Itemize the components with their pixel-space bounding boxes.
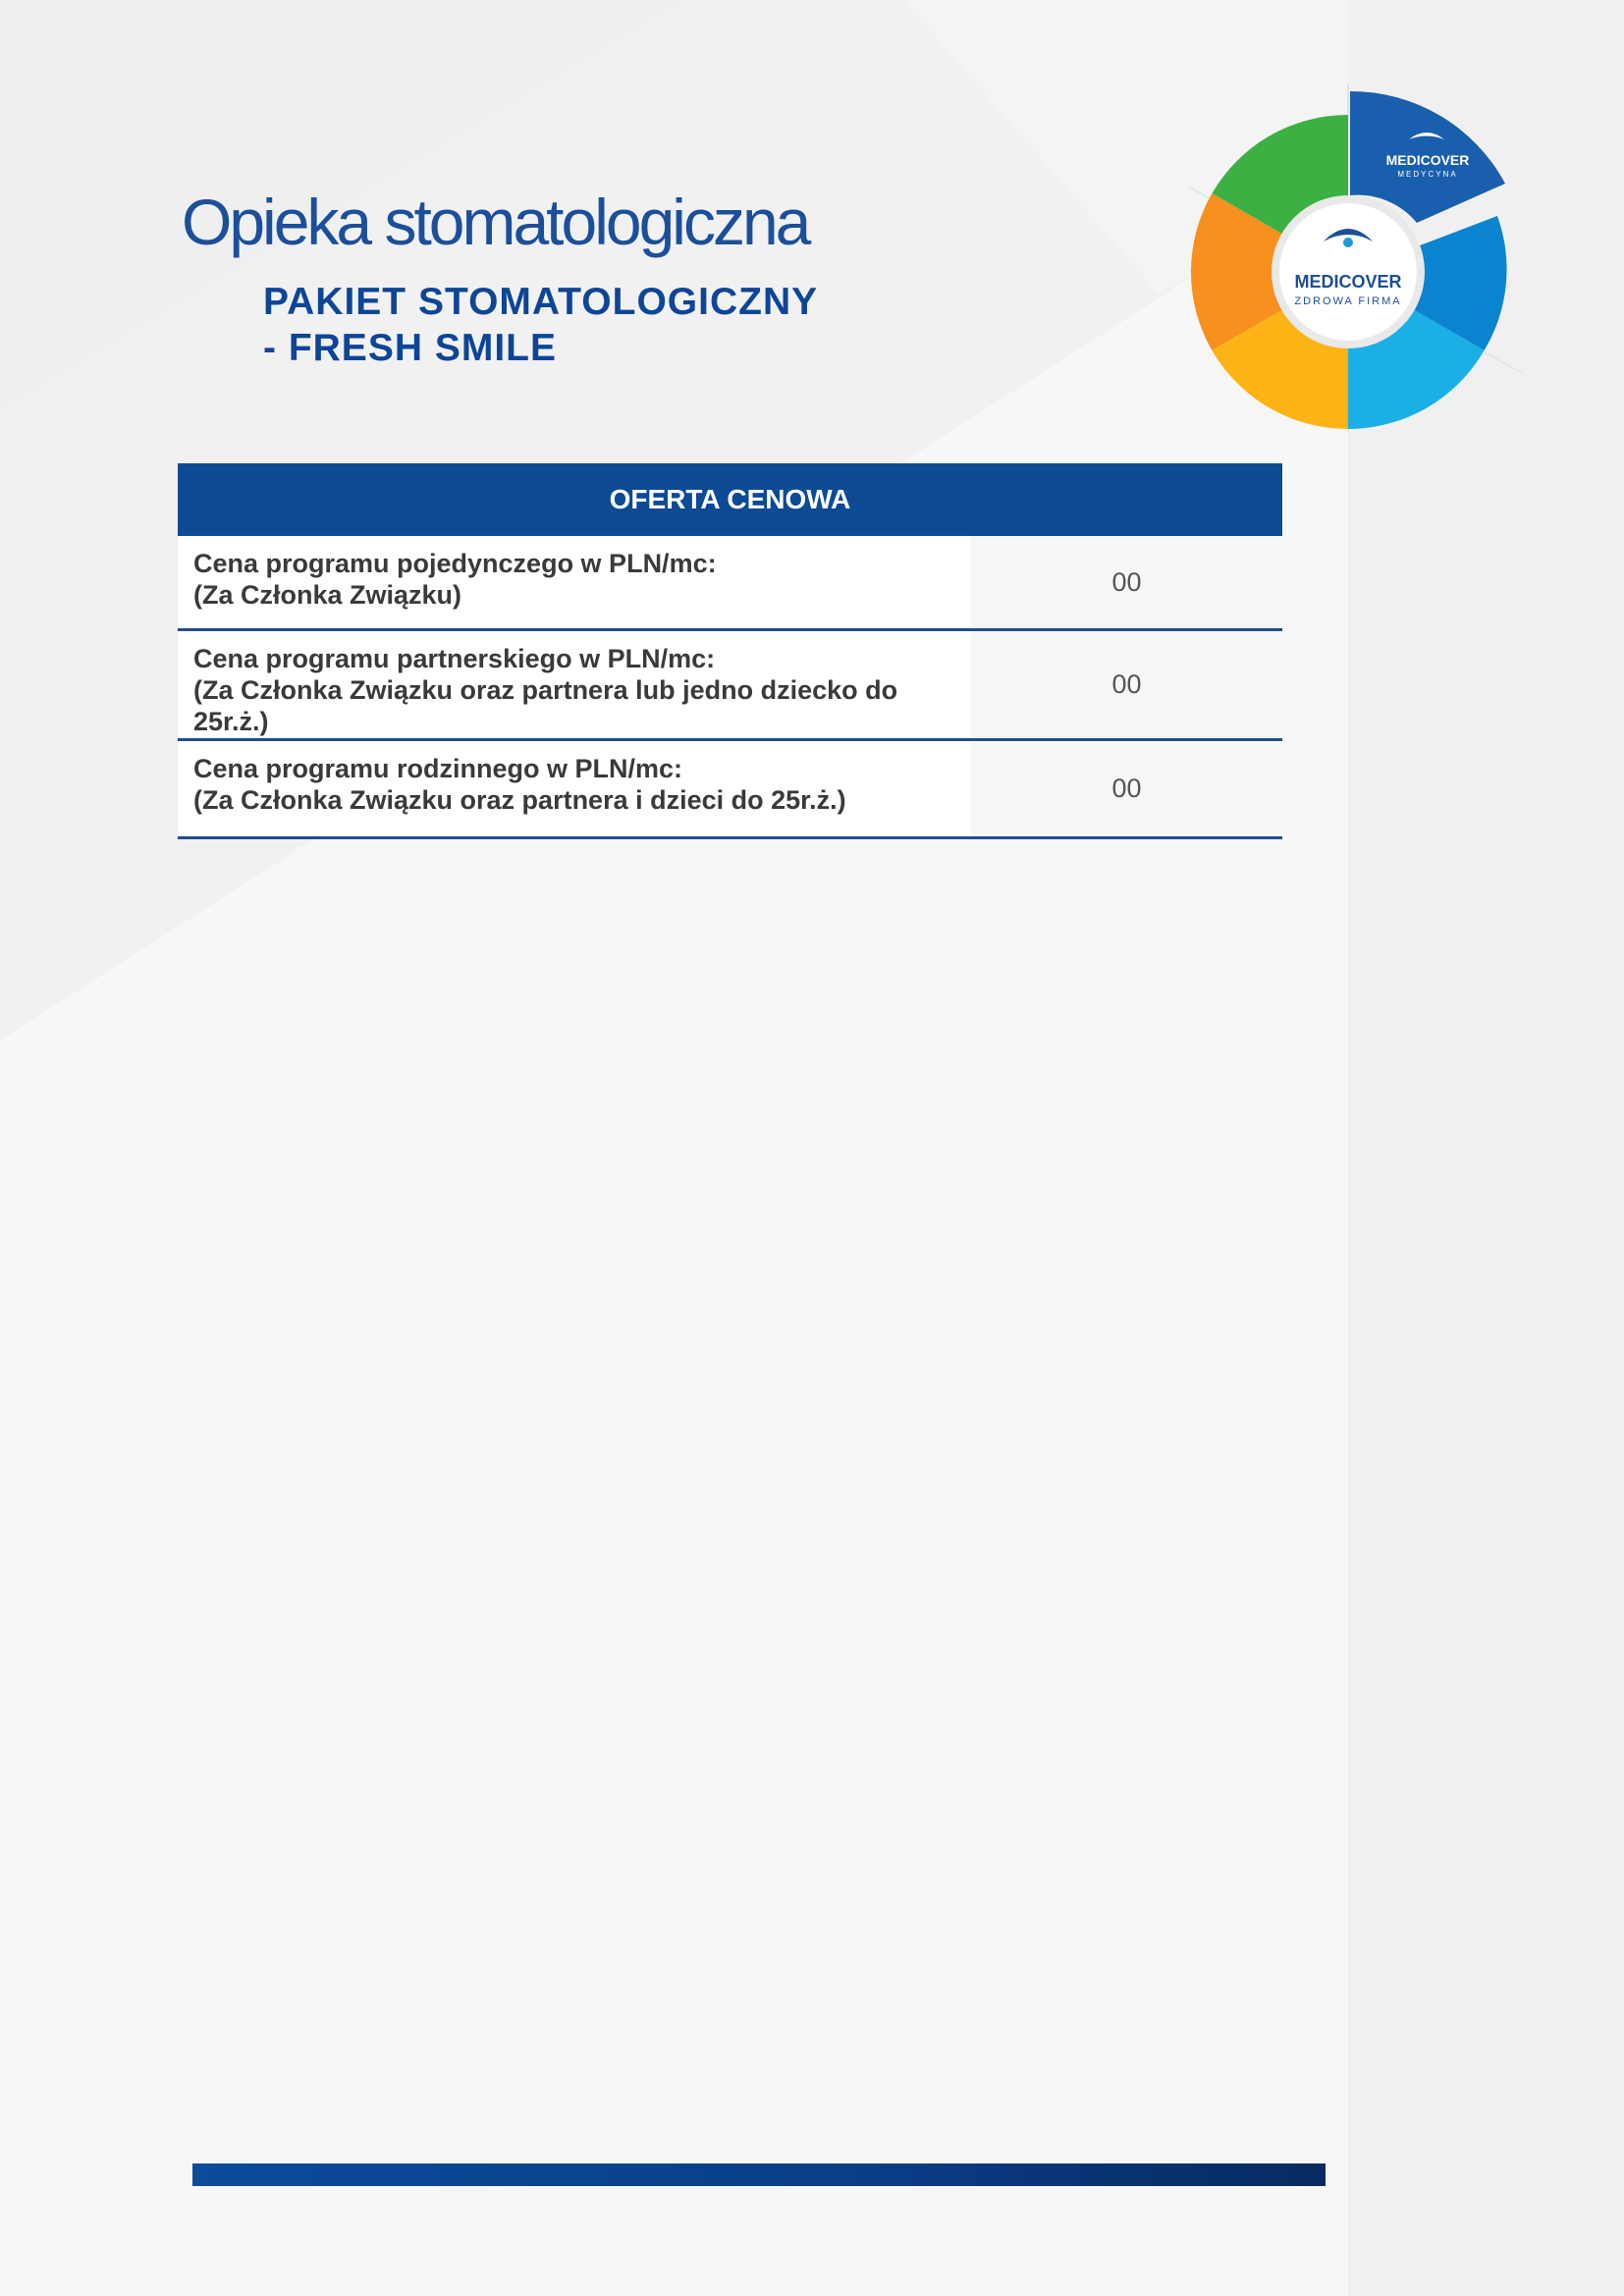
row-label xyxy=(178,741,971,836)
table-row xyxy=(178,631,1282,741)
subtitle-line-1: PAKIET STOMATOLOGICZNY xyxy=(263,281,819,323)
center-sub-text: ZDROWA FIRMA xyxy=(1294,295,1402,307)
row-label xyxy=(178,536,971,628)
page-title: Opieka stomatologiczna xyxy=(182,186,809,258)
medicover-ring-logo xyxy=(1188,79,1522,432)
label-line: 25r.ż.) xyxy=(193,707,269,736)
segment-brand-text: MEDICOVER xyxy=(1385,152,1470,168)
table-row xyxy=(178,741,1282,839)
row-price-value: 00 xyxy=(971,631,1282,738)
footer-bar xyxy=(192,2163,1326,2186)
row-price-value: 00 xyxy=(971,536,1282,628)
label-line: (Za Członka Związku oraz partnera i dzieci do 25r.ż.) xyxy=(193,785,846,815)
table-row xyxy=(178,536,1282,631)
center-logo-dot-icon xyxy=(1343,238,1353,247)
subtitle-line-2: - FRESH SMILE xyxy=(263,327,558,369)
label-line: (Za Członka Związku oraz partnera lub jedno dziecko do xyxy=(193,675,898,705)
label-line: Cena programu partnerskiego w PLN/mc: xyxy=(193,644,716,673)
price-offer-table xyxy=(178,463,1282,839)
label-line: (Za Członka Związku) xyxy=(193,580,462,610)
segment-sub-text: MEDYCYNA xyxy=(1397,170,1458,179)
center-brand-text: MEDICOVER xyxy=(1294,272,1402,292)
row-label xyxy=(178,631,971,738)
ring-graphic xyxy=(1188,79,1522,432)
row-price-value: 00 xyxy=(971,741,1282,836)
package-subtitle xyxy=(263,279,818,371)
label-line: Cena programu rodzinnego w PLN/mc: xyxy=(193,754,683,783)
table-header: OFERTA CENOWA xyxy=(178,463,1282,536)
label-line: Cena programu pojedynczego w PLN/mc: xyxy=(193,549,717,578)
